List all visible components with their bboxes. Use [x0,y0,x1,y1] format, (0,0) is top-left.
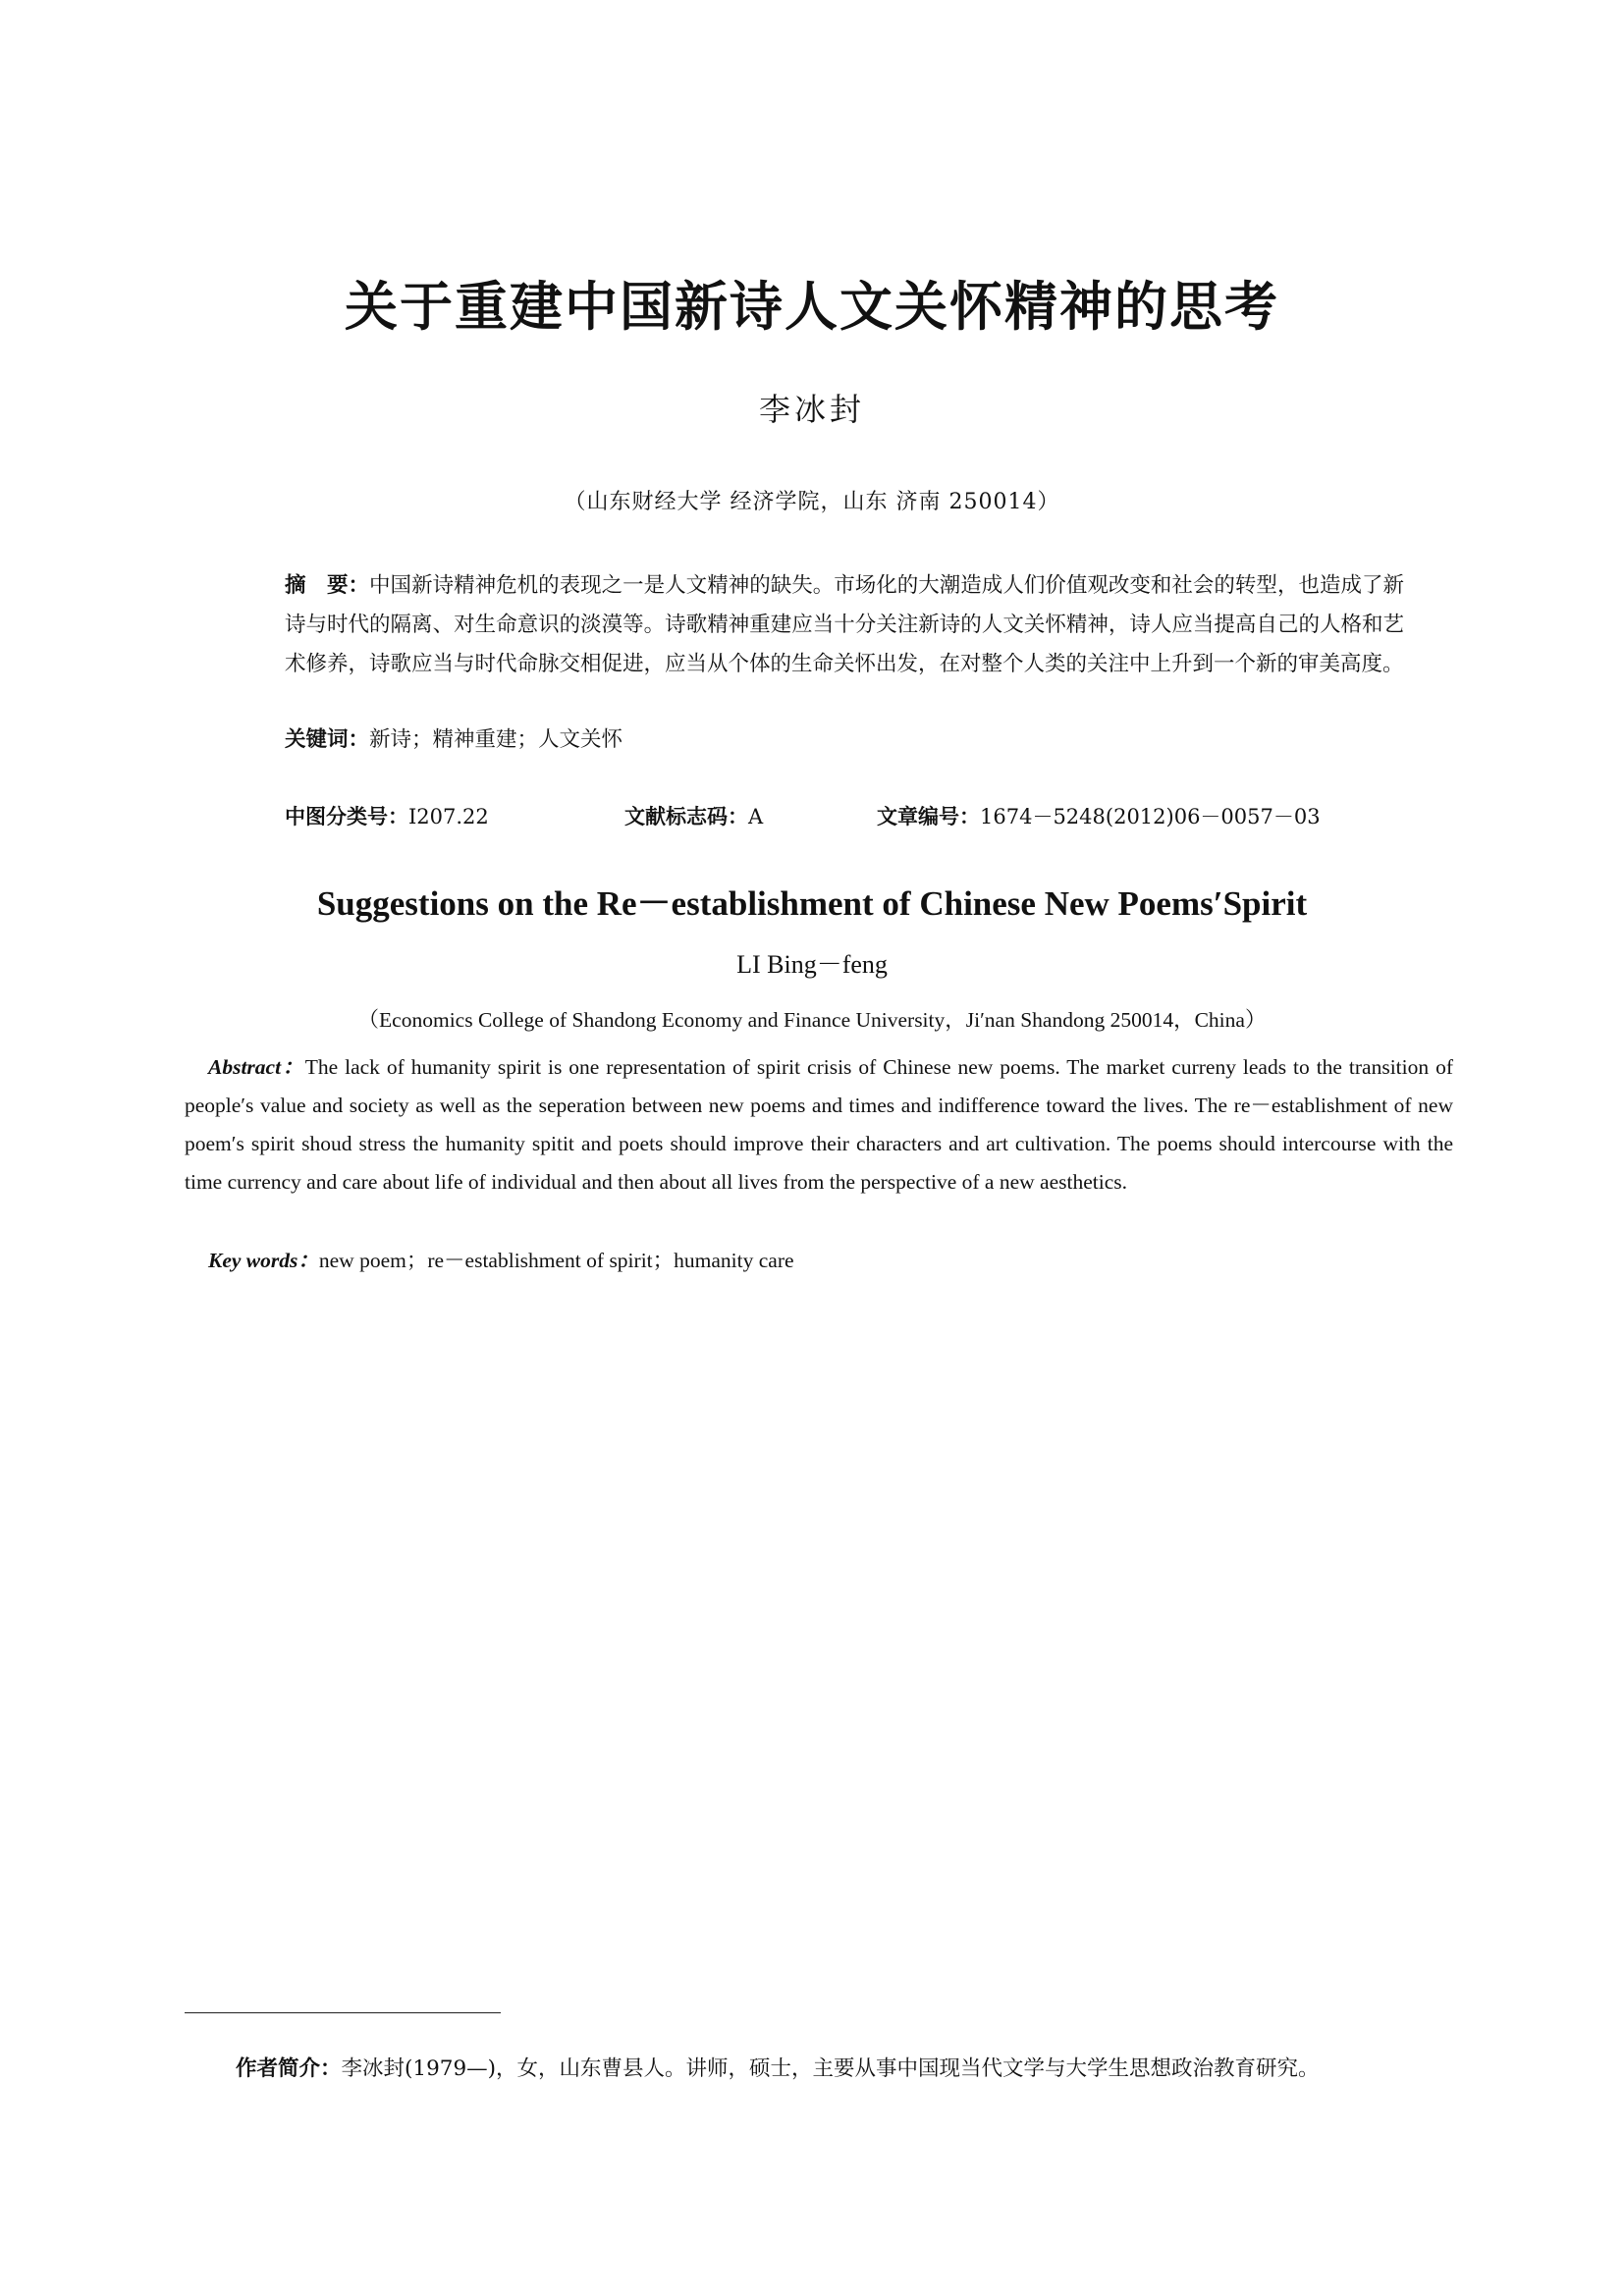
document-code-value: A [748,805,764,828]
article-number [877,801,1321,830]
footnote-divider [185,2012,501,2013]
english-abstract [185,1048,1453,1201]
english-keywords [208,1244,794,1274]
english-keywords-label: Key words： [208,1249,319,1272]
chinese-author: 李冰封 [758,391,865,428]
english-title: Suggestions on the Re－establishment of Chinese New Poems′Spirit [316,884,1308,923]
chinese-keywords-label: 关键词： [285,727,370,752]
chinese-keywords-text: 新诗；精神重建；人文关怀 [369,727,623,752]
english-abstract-label: Abstract： [208,1055,305,1079]
chinese-abstract-text: 中国新诗精神危机的表现之一是人文精神的缺失。市场化的大潮造成人们价值观改变和社会的转型，也造成了新诗与时代的隔离、对生命意识的淡漠等。诗歌精神重建应当十分关注新诗的人文关怀精神，诗人应当提高自己的人格和艺术修养，诗歌应当与时代命脉交相促进，应当从个体的生命关怀出发，在对整个人类的关注中上升到一个新的审美高度。 [285,573,1404,676]
chinese-title: 关于重建中国新诗人文关怀精神的思考 [345,275,1279,338]
english-keywords-text: new poem；re－establishment of spirit；humanity care [318,1249,794,1272]
clc-label: 中图分类号： [285,805,408,828]
clc-value: I207.22 [408,805,489,828]
english-author: LI Bing－feng [736,950,888,979]
article-number-label: 文章编号： [877,805,980,828]
chinese-abstract [285,566,1404,684]
author-footnote [236,2052,1320,2082]
chinese-abstract-label: 摘 要： [285,573,370,598]
document-code-label: 文献标志码： [624,805,748,828]
clc-number [285,801,489,830]
footnote-text: 李冰封(1979—)，女，山东曹县人。讲师，硕士，主要从事中国现当代文学与大学生思想政治教育研究。 [341,2056,1320,2081]
footnote-label: 作者简介： [236,2056,342,2081]
article-number-value: 1674－5248(2012)06－0057－03 [980,805,1321,828]
chinese-keywords [285,722,623,753]
english-abstract-text: The lack of humanity spirit is one representation of spirit crisis of Chinese new poems. The market curreny leads to the transition of people′s value and society as well as the seperation between new poems and times and indifference toward the lives. The re－establishment of new poem′s spirit shoud stress the humanity spitit and poets should improve their characters and art cultivation. The poems should intercourse with the time currency and care about life of individual and then about all lives from the perspective of a new aesthetics. [185,1055,1453,1194]
chinese-affiliation: （山东财经大学 经济学院，山东 济南 250014） [564,490,1060,514]
english-affiliation: （Economics College of Shandong Economy and Finance University，Ji′nan Shandong 250014，China） [357,1008,1267,1032]
document-code [624,801,763,830]
